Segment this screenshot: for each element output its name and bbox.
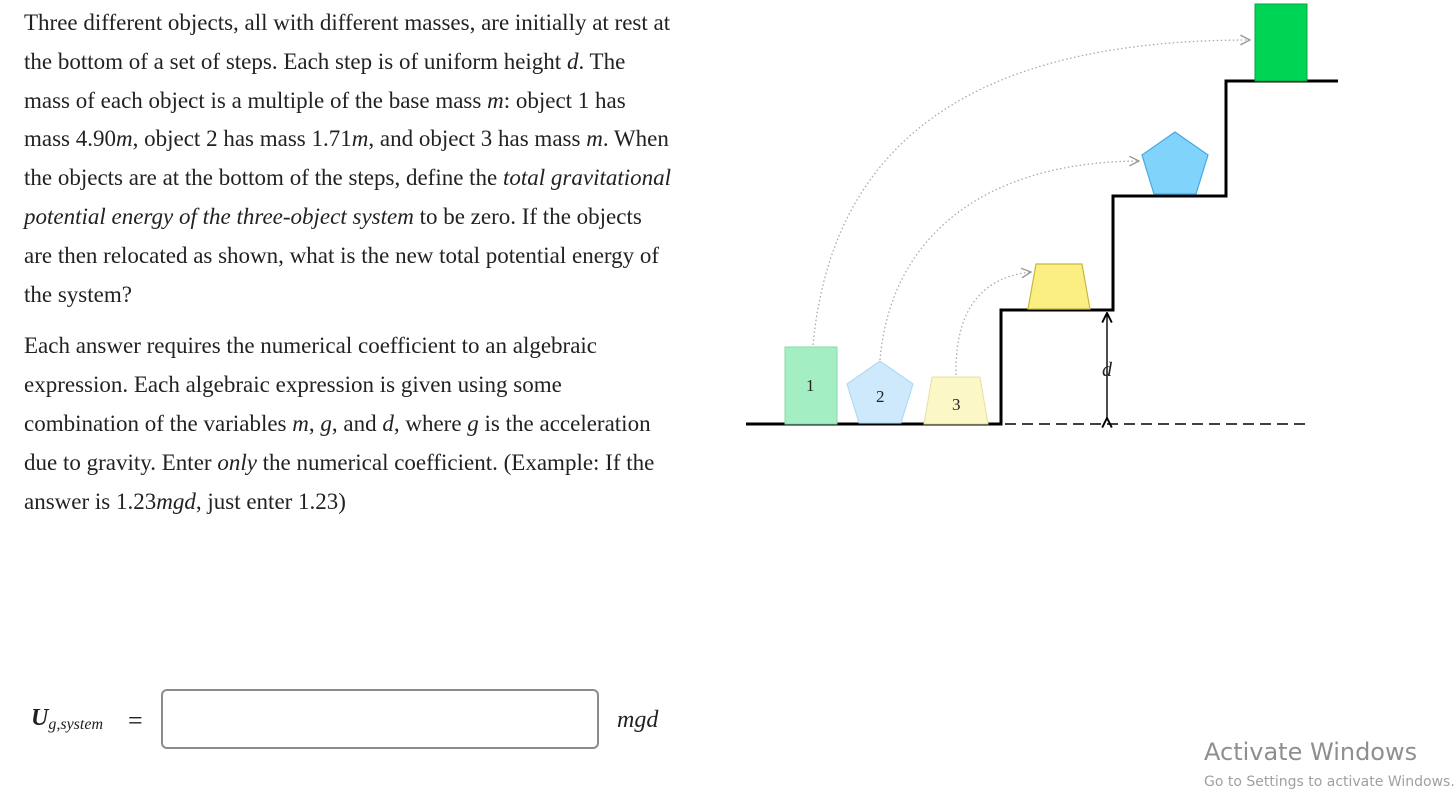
text-run: the numerical coefficient. (Example: If the answer is 1.23 <box>24 449 655 514</box>
activate-windows-title: Activate Windows <box>1204 738 1418 766</box>
variable-m: m <box>351 126 369 152</box>
activate-windows-subtitle: Go to Settings to activate Windows. <box>1204 774 1455 790</box>
answer-unit: mgd <box>617 707 659 733</box>
variable-d: d <box>566 48 579 74</box>
text-run: . The mass of each object is a multiple of the base mass <box>24 48 626 113</box>
object-2-final <box>1142 132 1208 194</box>
variable-g: g <box>320 410 332 436</box>
example-expression: mgd <box>156 488 196 514</box>
trajectory-object-2 <box>880 161 1139 360</box>
variable-m: m <box>292 410 309 436</box>
text-run: , and <box>331 410 383 436</box>
answer-input[interactable] <box>161 689 599 749</box>
problem-paragraph-2 <box>24 327 674 521</box>
problem-paragraph-1 <box>24 4 674 314</box>
trajectory-object-3 <box>956 272 1031 375</box>
answer-symbol-subscript: g,system <box>48 716 103 733</box>
answer-symbol-main: U <box>31 705 49 731</box>
object-1-label: 1 <box>806 376 815 395</box>
problem-text <box>24 4 674 521</box>
text-run: , <box>308 410 321 436</box>
variable-m: m <box>116 126 133 152</box>
text-run: : object 1 has mass 4.90 <box>24 87 626 152</box>
variable-m: m <box>487 87 504 113</box>
equals-sign: = <box>128 706 143 735</box>
text-run: , where <box>393 410 468 436</box>
text-run: Three different objects, all with different masses, are initially at rest at the bottom of a set of steps. Each step is of uniform height <box>24 10 671 74</box>
text-run: to be zero. If the objects are then relocated as shown, what is the new total potential energy of the system? <box>24 203 660 307</box>
step-height-label: d <box>1102 359 1112 381</box>
text-run: , just enter 1.23) <box>195 488 346 514</box>
object-3-label: 3 <box>952 395 961 414</box>
answer-row <box>31 689 691 753</box>
text-run: . When the objects are at the bottom of the steps, define the <box>24 126 669 191</box>
variable-d: d <box>382 410 394 436</box>
text-run: is the acceleration due to gravity. Enter <box>24 410 651 475</box>
text-run: , object 2 has mass 1.71 <box>132 126 352 152</box>
text-run: Each answer requires the numerical coefficient to an algebraic expression. Each algebraic expression is given using some combination of the variables <box>24 333 598 436</box>
object-3-final <box>1028 264 1090 309</box>
object-2-label: 2 <box>876 387 885 406</box>
emphasis-text: only <box>217 449 257 475</box>
answer-symbol <box>31 705 103 732</box>
variable-m: m <box>586 126 603 152</box>
emphasis-text: total gravitational potential energy of the three-object system <box>24 165 672 229</box>
steps-figure <box>740 0 1340 440</box>
object-1-final <box>1255 4 1307 81</box>
variable-g: g <box>467 410 479 436</box>
text-run: , and object 3 has mass <box>368 126 587 152</box>
